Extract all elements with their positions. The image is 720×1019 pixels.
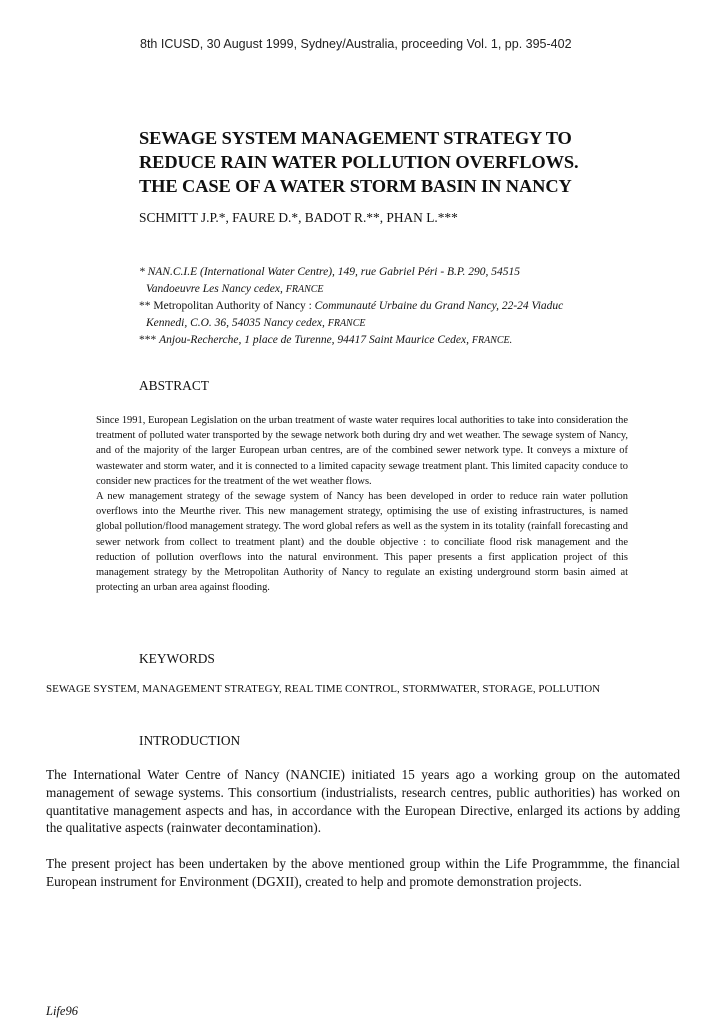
affiliation-1-line-1: * NAN.C.I.E (International Water Centre), 149, rue Gabriel Péri - B.P. 290, 54515 <box>139 266 520 278</box>
affiliation-1-line-2: Vandoeuvre Les Nancy cedex, FRANCE <box>146 282 324 295</box>
abstract-paragraph-2: A new management strategy of the sewage system of Nancy has been developed in order to reduce rain water pollution overflows into the Meurthe river. This new management strategy, optimising the use of existing infrastructures, is named global pollution/flood management strategy. The word global refers as well as the system in its totality (rainfall forecasting and sewer network from collect to treatment plant) and the double objective : to conciliate flood risk management and the reduction of pollution overflows into the natural environment. This paper presents a first application project of this management strategy by the Metropolitan Authority of Nancy to regulate an existing underground storm basin aimed at protecting an urban area against flooding. <box>96 491 628 594</box>
footer-label: Life96 <box>46 1004 78 1018</box>
introduction-paragraph-2: The present project has been undertaken by the above mentioned group within the Life Programmme, the financial European instrument for Environment (DGXII), created to help and promote demonstration projects. <box>46 855 680 889</box>
title-line-2: REDUCE RAIN WATER POLLUTION OVERFLOWS. <box>139 152 579 172</box>
author-list: SCHMITT J.P.*, FAURE D.*, BADOT R.**, PHAN L.*** <box>139 210 458 225</box>
conference-header: 8th ICUSD, 30 August 1999, Sydney/Australia, proceeding Vol. 1, pp. 395-402 <box>140 37 572 51</box>
abstract-paragraph-1: Since 1991, European Legislation on the urban treatment of waste water requires local authorities to take into consideration the treatment of polluted water transported by the sewage network both during dry and wet weather. The sewage system of Nancy, and of the majority of the larger European urban centres, are of the combined sewer network type. It conveys a mixture of wastewater and storm water, and it is connected to a limited capacity sewage treatment plant. This limited capacity conduce to consider new practices for the treatment of the wet weather flows. <box>96 415 628 487</box>
title-line-1: SEWAGE SYSTEM MANAGEMENT STRATEGY TO <box>139 128 572 148</box>
introduction-body <box>46 766 680 908</box>
paper-title <box>139 126 659 198</box>
affiliation-2-line-2: Kennedi, C.O. 36, 54035 Nancy cedex, FRANCE <box>146 316 366 329</box>
keywords-heading: KEYWORDS <box>139 651 215 666</box>
affiliation-2-line-1: ** Metropolitan Authority of Nancy : Communauté Urbaine du Grand Nancy, 22-24 Viaduc <box>139 300 564 312</box>
title-line-3: THE CASE OF A WATER STORM BASIN IN NANCY <box>139 176 572 196</box>
introduction-heading: INTRODUCTION <box>139 733 241 748</box>
introduction-paragraph-1: The International Water Centre of Nancy (NANCIE) initiated 15 years ago a working group on the automated management of sewage systems. This consortium (industrialists, research centres, public authorities) has worked on quantitative management aspects and has, in accordance with the European Directive, enlarged its actions by adding the qualitative aspects (rainwater decontamination). <box>46 767 680 836</box>
affiliations <box>139 264 659 350</box>
abstract-body <box>96 413 628 595</box>
keywords-list: SEWAGE SYSTEM, MANAGEMENT STRATEGY, REAL TIME CONTROL, STORMWATER, STORAGE, POLLUTION <box>46 683 601 695</box>
affiliation-3: *** Anjou-Recherche, 1 place de Turenne, 94417 Saint Maurice Cedex, FRANCE. <box>139 334 513 346</box>
abstract-heading: ABSTRACT <box>139 378 209 393</box>
